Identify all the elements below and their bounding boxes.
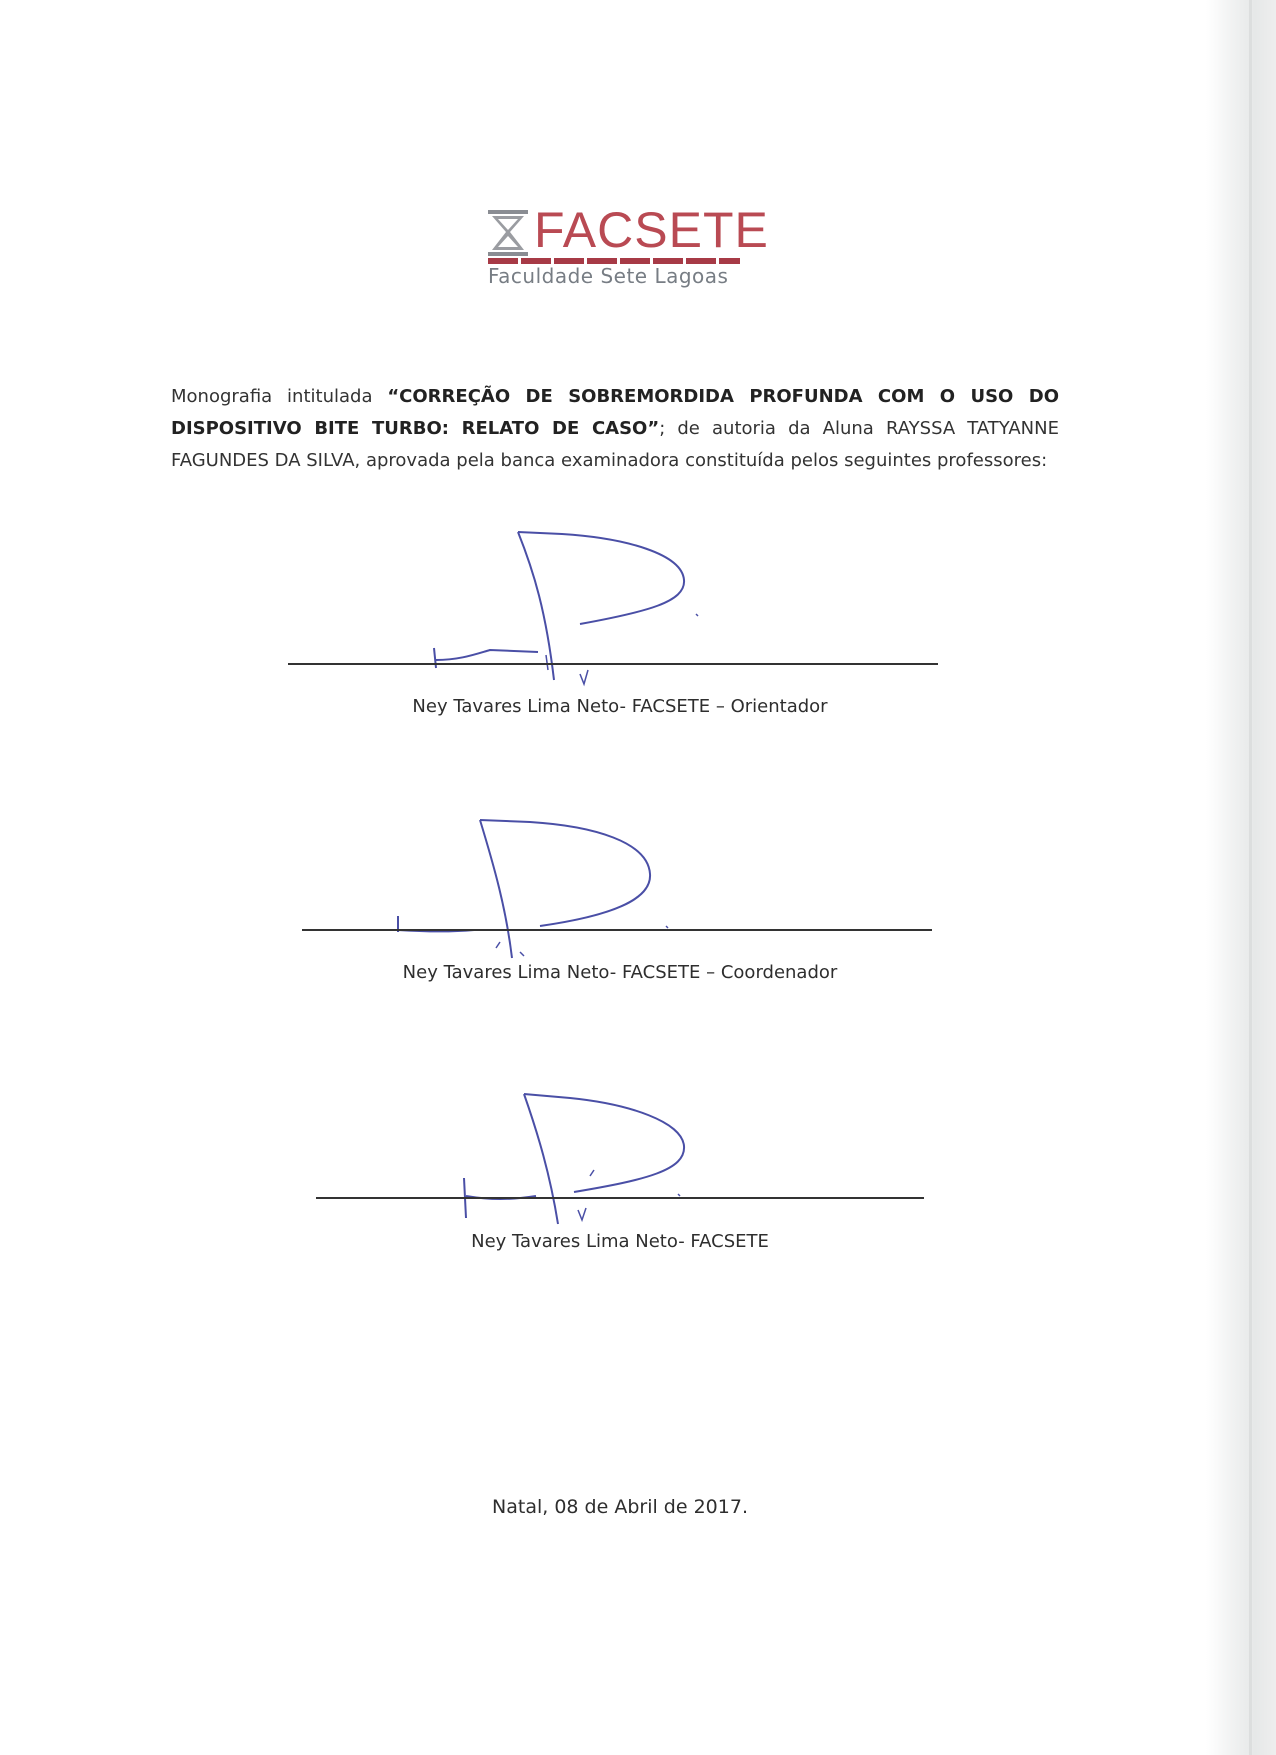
handwritten-signature [380, 808, 680, 973]
monograph-title: “CORREÇÃO DE SOBREMORDIDA PROFUNDA COM O USO DO DISPOSITIVO BITE TURBO: RELATO DE CASO” [171, 386, 1060, 439]
approval-statement [171, 381, 1059, 477]
statement-middle: ; de autoria da Aluna [659, 418, 886, 439]
logo-tagline: Faculdade Sete Lagoas [488, 264, 729, 288]
handwritten-signature [420, 520, 720, 705]
place-and-date: Natal, 08 de Abril de 2017. [492, 1496, 748, 1518]
logo-name: FACSETE [534, 202, 769, 258]
hourglass-logo-icon [488, 210, 528, 256]
facsete-logo [488, 202, 769, 288]
page-edge-shadow [1206, 0, 1276, 1755]
signature-caption: Ney Tavares Lima Neto- FACSETE – Orientador [412, 696, 828, 717]
page-fold-line [1249, 0, 1252, 1755]
author-name: RAYSSA TATYANNE FAGUNDES DA SILVA [171, 418, 1059, 471]
signature-caption: Ney Tavares Lima Neto- FACSETE – Coordenador [402, 962, 838, 983]
signature-line [288, 663, 938, 665]
signature-caption: Ney Tavares Lima Neto- FACSETE [471, 1231, 769, 1252]
statement-prefix: Monografia intitulada [171, 386, 388, 407]
signature-line [302, 929, 932, 931]
statement-suffix: , aprovada pela banca examinadora constituída pelos seguintes professores: [354, 450, 1048, 471]
handwritten-signature [450, 1082, 730, 1247]
signature-line [316, 1197, 924, 1199]
